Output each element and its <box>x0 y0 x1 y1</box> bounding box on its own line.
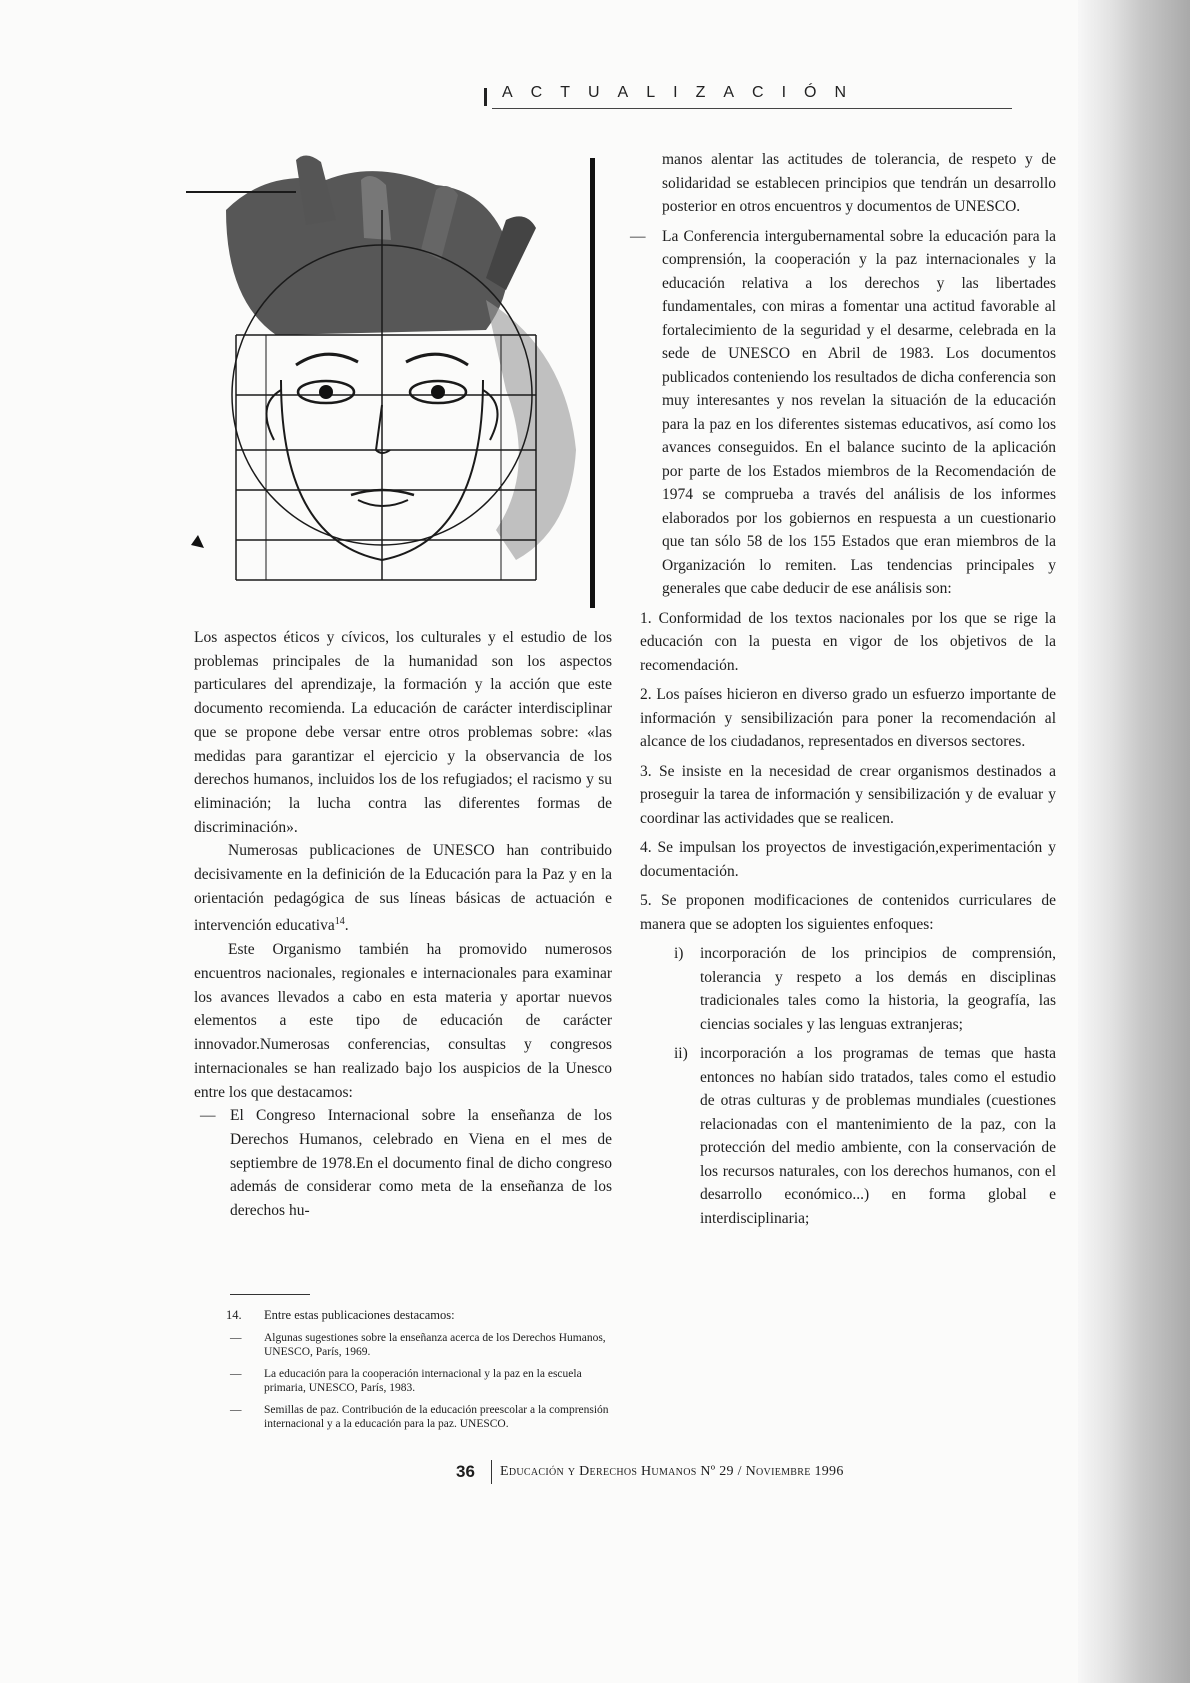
paragraph: Los aspectos éticos y cívicos, los culturales y el estudio de los problemas principales de la humanidad son los aspectos particulares del aprendizaje, la formación y la acción que este documento recomienda. La educación de carácter interdisciplinar que se propone debe versar entre otros problemas sobre: «las medidas para garantizar el ejercicio y la observancia de los derechos humanos, incluidos los de los refugiados; el racismo y su eliminación; la lucha contra las diferentes formas de discriminación». <box>194 629 612 836</box>
header-rule <box>492 108 1012 109</box>
numbered-item: 1. Conformidad de los textos nacionales por los que se rige la educación con la puesta en vigor de los objetivos de la recomendación. <box>640 609 1056 674</box>
paragraph: manos alentar las actitudes de tolerancia, de respeto y de solidaridad se establecen principios que tendrán un desarrollo posterior en otros encuentros y documentos de UNESCO. <box>662 151 1056 215</box>
page-footer <box>456 1464 976 1490</box>
paragraph: Este Organismo también ha promovido numerosos encuentros nacionales, regionales e internacionales para examinar los avances llevados a cabo en esta materia y aportar nuevos elementos a este tipo de educación de carácter innovador.Numerosas conferencias, consultas y congresos internacionales se han realizado bajo los auspicios de la Unesco entre los que destacamos: <box>194 941 612 1101</box>
dash-mark: — <box>630 227 646 245</box>
section-title: ACTUALIZACIÓN <box>502 84 865 101</box>
footnote-text: Entre estas publicaciones destacamos: <box>264 1308 455 1322</box>
footnotes <box>226 1308 620 1439</box>
footnote-rule <box>230 1294 310 1295</box>
header-bar <box>484 88 487 106</box>
numbered-item: 5. Se proponen modificaciones de contenidos curriculares de manera que se adopten los siguientes enfoques: <box>640 892 1056 933</box>
footnote-item-text: Algunas sugestiones sobre la enseñanza acerca de los Derechos Humanos, UNESCO, París, 1969. <box>264 1331 606 1358</box>
footnote-ref: 14 <box>334 916 345 928</box>
list-item <box>194 1104 612 1223</box>
numbered-item: 2. Los países hicieron en diverso grado un esfuerzo importante de información y sensibilización para poner la recomendación al alcance de los ciudadanos, representados en diversos sectores. <box>640 686 1056 750</box>
list-item-text: El Congreso Internacional sobre la enseñanza de los Derechos Humanos, celebrado en Viena en el mes de septiembre de 1978.En el documento final de dicho congreso además de considerar como meta de la enseñanza de los derechos hu- <box>230 1107 612 1220</box>
right-column <box>630 148 1056 1230</box>
roman-mark: ii) <box>674 1045 688 1062</box>
numbered-item: 3. Se insiste en la necesidad de crear organismos destinados a proseguir la tarea de información y sensibilización y de evaluar y coordinar las actividades que se realicen. <box>640 762 1056 827</box>
roman-item-text: incorporación a los programas de temas que hasta entonces no habían sido tratados, tales como el estudio de otras culturas y de problemas mundiales (cuestiones relacionadas con el mantenimiento de la paz, con la protección del medio ambiente, con la conservación de los recursos naturales, con los derechos humanos, con el desarrollo económico...) en forma global e interdisciplinaria; <box>700 1045 1056 1227</box>
footnote-item <box>230 1331 620 1360</box>
paragraph-text: Numerosas publicaciones de UNESCO han contribuido decisivamente en la definición de la Educación para la Paz y en la orientación pedagógica de sus líneas básicas de actuación e intervención educativa <box>194 842 612 935</box>
dash-mark: — <box>230 1403 242 1416</box>
list-item <box>630 225 1056 601</box>
roman-mark: i) <box>674 945 684 962</box>
list-item-text: La Conferencia intergubernamental sobre la educación para la comprensión, la cooperación y la paz internacionales y la educación relativa a los derechos y las libertades fundamentales, con miras a fomentar una actitud favorable al fortalecimiento de la seguridad y el desarme, celebrada en la sede de UNESCO en Abril de 1983. Los documentos publicados conteniendo los resultados de dicha conferencia son muy interesantes y nos revelan la situación de la educación para la paz en los diferentes sistemas educativos, así como los avances conseguidos. En el balance sucinto de la aplicación por parte de los Estados miembros de la Recomendación de 1974 se comprueba a través del análisis de los informes elaborados por los gobiernos en respuesta a un cuestionario que tan sólo 58 de los 155 Estados que eran miembros de la Organización lo remiten. Las tendencias principales y generales que cabe deducir de ese análisis son: <box>662 227 1056 597</box>
page-edge-shadow <box>1078 0 1190 1683</box>
footnote-item-text: La educación para la cooperación internacional y la paz en la escuela primaria, UNESCO, París, 1983. <box>264 1367 582 1394</box>
dash-mark: — <box>230 1331 242 1344</box>
footer-bar <box>491 1460 492 1484</box>
roman-item <box>640 942 1056 1036</box>
paragraph <box>194 839 612 938</box>
journal-citation: Educación y Derechos Humanos Nº 29 / Noviembre 1996 <box>500 1464 844 1479</box>
footnote <box>226 1308 620 1323</box>
left-column <box>194 626 612 1223</box>
footnote-item <box>230 1367 620 1396</box>
numbered-item: 4. Se impulsan los proyectos de investigación,experimentación y documentación. <box>640 839 1056 880</box>
dash-mark: — <box>200 1107 216 1125</box>
roman-item <box>640 1042 1056 1230</box>
page-number: 36 <box>456 1462 475 1481</box>
face-proportion-grid-illustration <box>186 150 596 620</box>
footnote-number: 14. <box>226 1308 242 1322</box>
dash-mark: — <box>230 1367 242 1380</box>
footnote-item <box>230 1403 620 1432</box>
roman-item-text: incorporación de los principios de comprensión, tolerancia y respeto a los demás en disciplinas tradicionales tales como la historia, la geografía, las ciencias sociales y las lenguas extranjeras; <box>700 945 1056 1033</box>
paragraph-end: . <box>344 917 349 935</box>
section-header <box>484 84 1044 110</box>
footnote-item-text: Semillas de paz. Contribución de la educación preescolar a la comprensión internacional y a la educación para la paz. UNESCO. <box>264 1403 609 1430</box>
